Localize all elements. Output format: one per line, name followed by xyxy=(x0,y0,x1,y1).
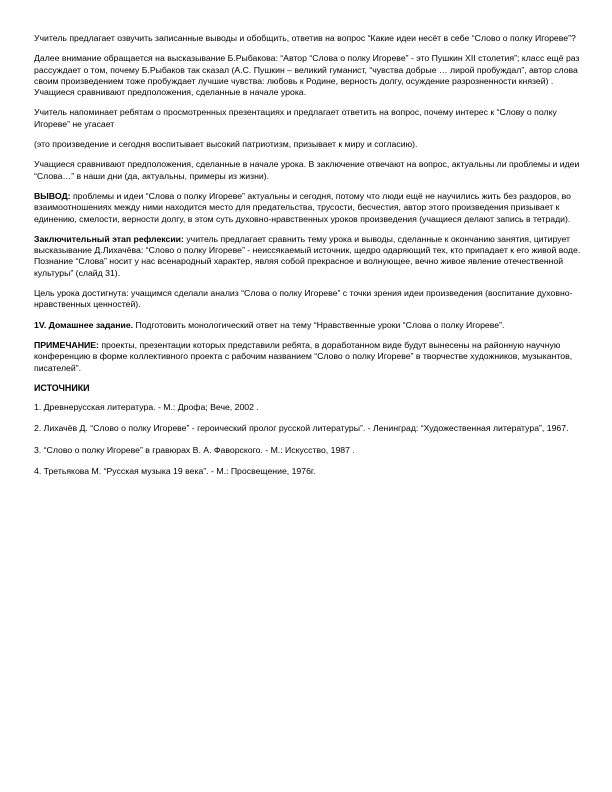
note-label: ПРИМЕЧАНИЕ: xyxy=(34,339,99,350)
source-item: 3. “Слово о полку Игореве” в гравюрах В. А. Фаворского. - М.: Искусство, 1987 . xyxy=(34,444,355,455)
conclusion-text: проблемы и идеи “Слова о полку Игореве” актуальны и сегодня, потому что люди ещё не научились жить без раздоров, во взаимоотношениях между ними находится место для предательства, трусости, бесчестия, автор этого произведения призывает к единению, смелости, верности долгу, в этом суть духовно-нравственных уроков произведения (учащиеся делают запись в тетради). xyxy=(34,190,571,224)
paragraph-rybakov-quote: Далее внимание обращается на высказывание Б.Рыбакова: “Автор “Слова о полку Игореве” - это Пушкин XII столетия”; класс ещё раз рассуждает о том, почему Б.Рыбаков так сказал (А.С. Пушкин – великий гуманист, “чувства добрые … лирой пробуждал”, автор слова своим произведением тоже пробуждает лучшие чувства: любовь к Родине, верность долгу, осуждение разрозненности князей) . Учащиеся сравнивают предположения, сделанные в начале урока. xyxy=(34,53,580,98)
reflection-text: учитель предлагает сравнить тему урока и выводы, сделанные к окончанию занятия, цитирует высказывание Д.Лихачёва: “Слово о полку Игореве” - неиссякаемый источник, щедро одаряющий тех, кто припадает к его живой воде. Познание “Слова” носит у нас всенародный характер, являя собой прекрасное и волнующее, вечно живое явление отечественной культуры” (слайд 31). xyxy=(34,233,581,278)
homework-text: Подготовить монологический ответ на тему “Нравственные уроки “Слова о полку Игореве”. xyxy=(133,319,505,330)
paragraph-reflection xyxy=(34,234,582,279)
paragraph-patriotism: (это произведение и сегодня воспитывает высокий патриотизм, призывает к миру и согласию). xyxy=(34,139,418,150)
reflection-label: Заключительный этап рефлексии: xyxy=(34,233,184,244)
document-page xyxy=(34,33,582,487)
note-text: проекты, презентации которых представили ребята, в доработанном виде будут вынесены на районную научную конференцию в форме коллективного проекта с рабочим названием “Слово о полку Игореве” в творчестве художников, музыкантов, писателей”. xyxy=(34,339,573,373)
paragraph-teacher-question: Учитель предлагает озвучить записанные выводы и обобщить, ответив на вопрос “Какие идеи несёт в себе “Слово о полку Игореве”? xyxy=(34,33,576,43)
paragraph-conclusion xyxy=(34,191,582,225)
homework-label: 1V. Домашнее задание. xyxy=(34,319,134,330)
paragraph-note xyxy=(34,340,582,374)
paragraph-lesson-goal: Цель урока достигнута: учащимся сделали анализ “Слова о полку Игореве” с точки зрения идеи произведения (воспитание духовно-нравственных ценностей). xyxy=(34,288,573,310)
paragraph-homework xyxy=(34,320,582,331)
source-item: 1. Древнерусская литература. - М.: Дрофа; Вече, 2002 . xyxy=(34,402,259,413)
paragraph-presentations: Учитель напоминает ребятам о просмотренных презентациях и предлагает ответить на вопрос, почему интерес к “Слову о полку Игореве” не угасает xyxy=(34,107,557,129)
sources-heading: ИСТОЧНИКИ xyxy=(34,382,90,393)
paragraph-comparison: Учащиеся сравнивают предположения, сделанные в начале урока. В заключение отвечают на вопрос, актуальны ли проблемы и идеи “Слова…” в наши дни (да, актуальны, примеры из жизни). xyxy=(34,159,580,181)
source-item: 2. Лихачёв Д. “Слово о полку Игореве” - героический пролог русской литературы”. - Ленинград: “Художественная литература”, 1967. xyxy=(34,423,569,434)
source-item: 4. Третьякова М. “Русская музыка 19 века”. - М.: Просвещение, 1976г. xyxy=(34,466,316,477)
conclusion-label: ВЫВОД: xyxy=(34,190,71,201)
